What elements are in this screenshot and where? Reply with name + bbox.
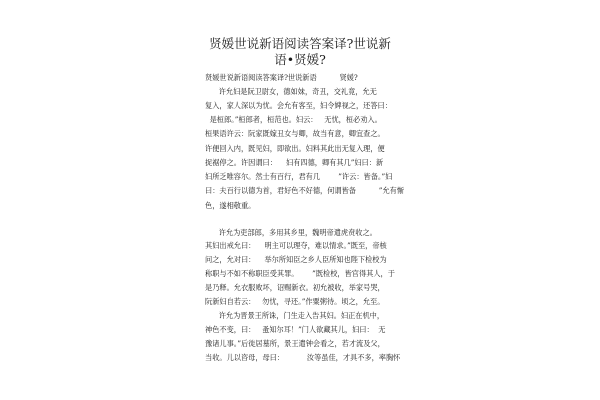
text-line: 许允妇是阮卫尉女，德如妹，奇丑，交礼竟，允无 [205, 87, 377, 96]
text-line: 许允为晋景王所诛，门生走入告其妇。妇正在机中， [205, 311, 385, 320]
document-title-line-2: 语•贤媛? [274, 52, 326, 67]
text-line: 色，遂相敬重。 [205, 201, 256, 210]
text-line: 神色不变，曰： 蚤知尔耳！”门人欲藏其儿，妇曰： 无 [205, 325, 386, 334]
text-line: 桓果语许云：阮家既嫁丑女与卿，故当有意，卿宜查之。 [205, 129, 385, 138]
text-line: 许允为吏部郎，多用其乡里，魏明帝遣虎贲收之。 [205, 228, 377, 237]
text-line: 复入，家人深以为忧。会允有客至，妇令婢视之，还答曰： [205, 101, 392, 110]
text-line: 称职与不如不称职臣受其罪。 ”既检校，皆官得其人，于 [205, 269, 395, 278]
text-line: 当收。儿以咨母，母曰： 汝等虽佳，才具不多，率胸怀 [205, 353, 401, 362]
text-line: 问之，允对曰： 举尔所知臣之乡人臣所知也陛下检校为 [205, 255, 387, 264]
document-title-line-1: 贤媛世说新语阅读答案译?世说新 [209, 36, 391, 51]
text-line: 豫诸儿事。”后徙居墓所，景王遣钟会看之，若才流及父， [205, 339, 385, 348]
text-line: 是乃释。允衣服败坏，诏赐新衣。初允被收，举家号哭， [205, 283, 385, 292]
text-line: 捉裾停之。许因谓曰： 妇有四德，卿有其几”妇曰：新 [205, 158, 384, 167]
text-line: 阮新妇自若云： 勿忧，寻还。”作粟粥待。顷之，允至。 [205, 297, 385, 306]
text-line: 妇所乏唯容尔。然士有百行，君有几 ”许云：皆备。”妇 [205, 172, 393, 181]
text-line: 贤媛世说新语阅读答案译?世说新语 贤媛? [205, 73, 358, 82]
text-line: 是桓郎。”桓郎者，桓范也。妇云： 无忧，桓必劝入。 [205, 115, 382, 124]
text-line: 许便回入内，既见妇，即欲出。妇料其此出无复入理，便 [205, 144, 385, 153]
text-line: 曰：夫百行以德为首，君好色不好德，何谓皆备 ”允有惭 [205, 186, 405, 195]
text-line: 其妇出戒允曰： 明主可以理夺，难以情求。”既至，帝核 [205, 241, 387, 250]
